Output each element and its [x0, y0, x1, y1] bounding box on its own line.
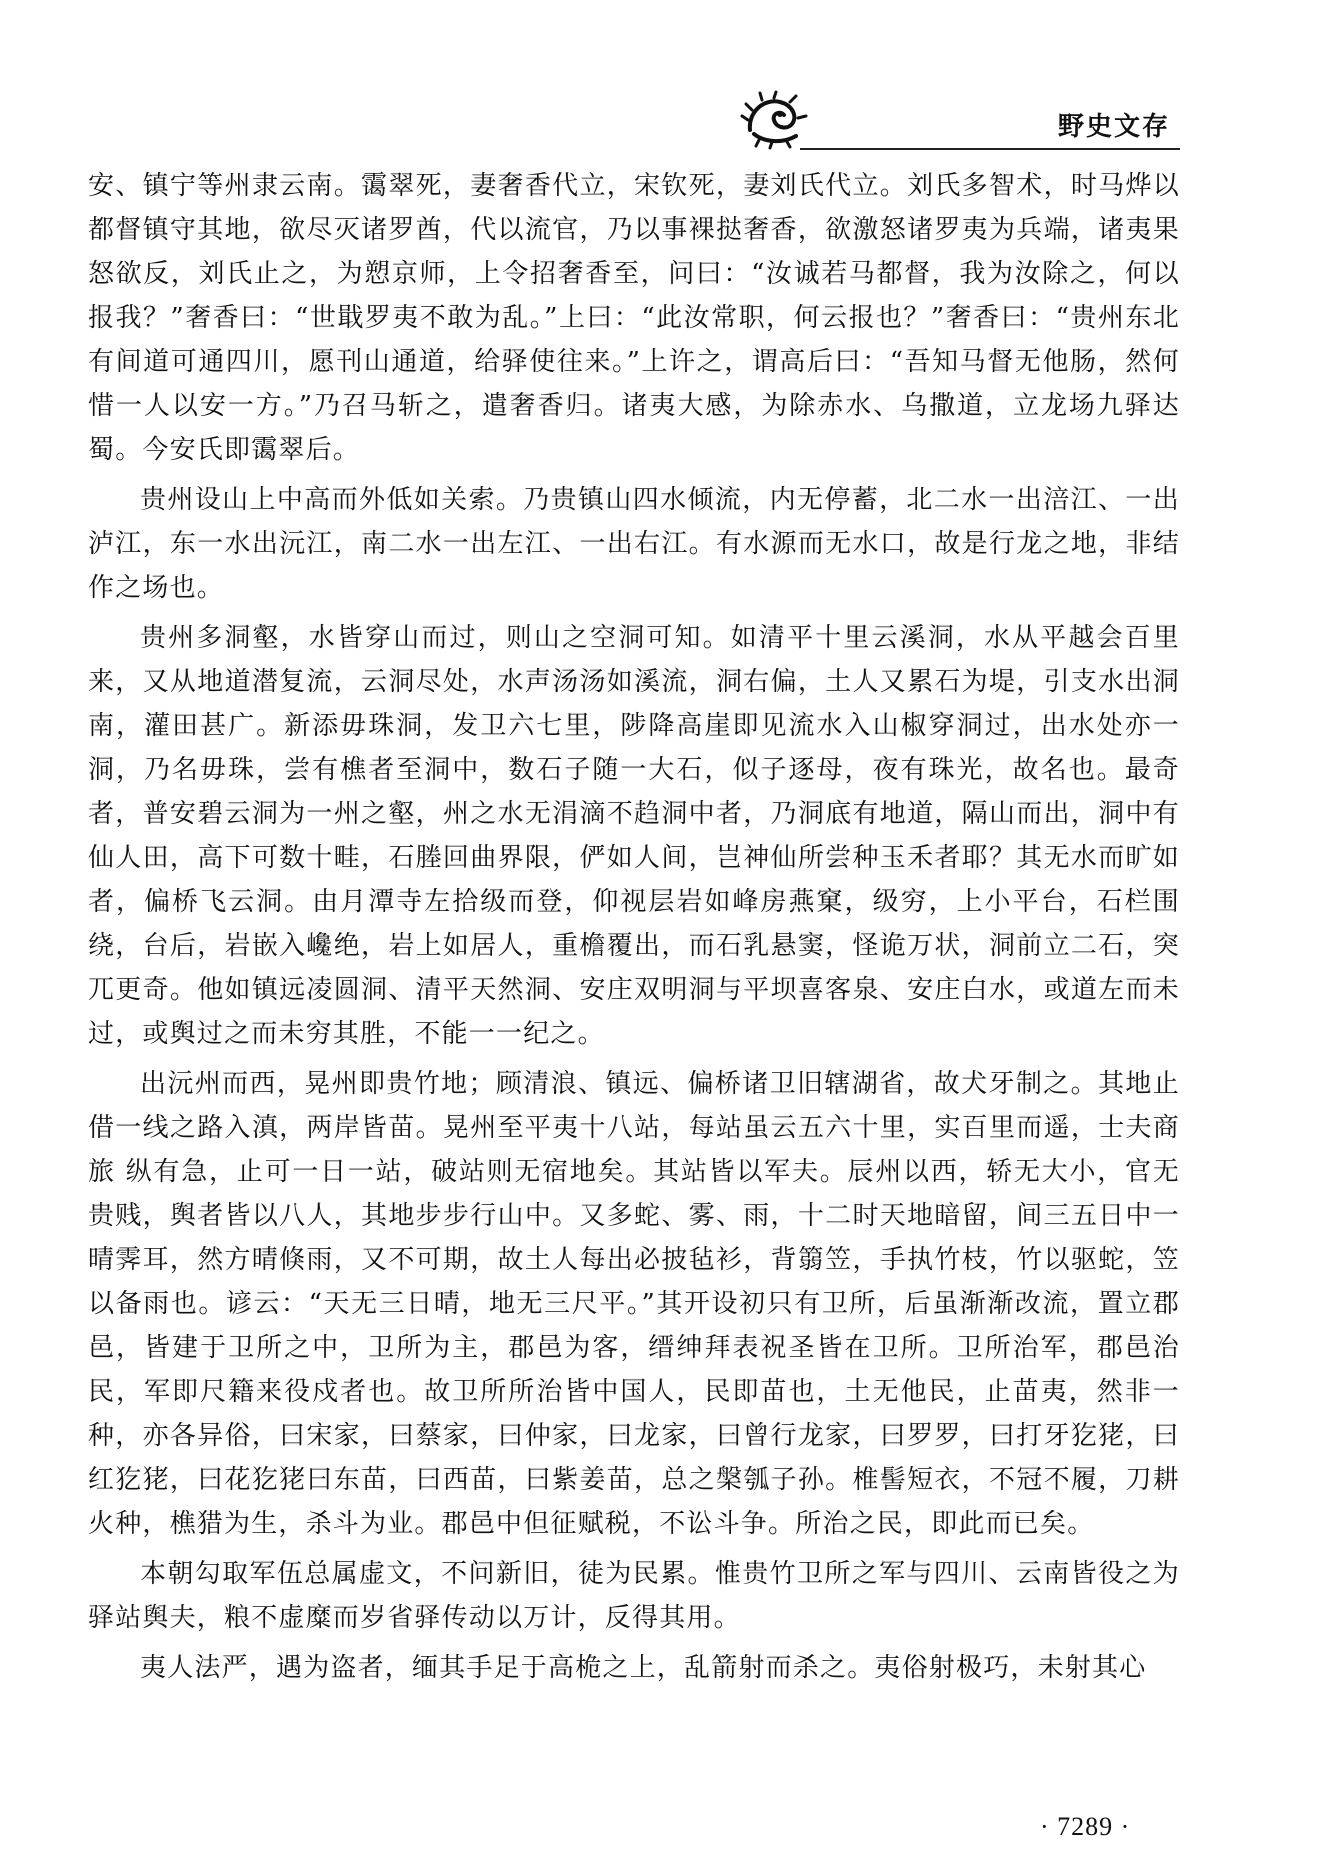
page-body — [88, 164, 1180, 1690]
running-header — [740, 88, 1180, 158]
paragraph: 夷人法严，遇为盗者，缅其手足于高桅之上，乱箭射而杀之。夷俗射极巧，未射其心 — [140, 1653, 1147, 1683]
paragraph: 安、镇宁等州隶云南。霭翠死，妻奢香代立，宋钦死，妻刘氏代立。刘氏多智术，时马烨以都督镇守其地，欲尽灭诸罗酋，代以流官，乃以事裸挞奢香，欲激怒诸罗夷为兵端，诸夷果怒欲反，刘氏止之，为愬京师，上令招奢香至，问曰：“汝诚若马都督，我为汝除之，何以报我？”奢香曰：“世戢罗夷不敢为乱。”上曰：“此汝常职，何云报也？”奢香曰：“贵州东北有间道可通四川，愿刊山通道，给驿使往来。”上许之，谓高后曰：“吾知马督无他肠，然何惜一人以安一方。”乃召马斩之，遣奢香归。诸夷大感，为除赤水、乌撒道，立龙场九驿达蜀。今安氏即霭翠后。 — [88, 171, 1180, 465]
page-number: · 7289 · — [1040, 1812, 1131, 1841]
paragraph: 本朝勾取军伍总属虚文，不问新旧，徒为民累。惟贵竹卫所之军与四川、云南皆役之为驿站舆夫，粮不虚糜而岁省驿传动以万计，反得其用。 — [88, 1559, 1180, 1633]
header-rule — [800, 148, 1180, 150]
paragraph: 贵州多洞壑，水皆穿山而过，则山之空洞可知。如清平十里云溪洞，水从平越会百里来，又从地道潜复流，云洞尽处，水声汤汤如溪流，洞右偏，土人又累石为堤，引支水出洞南，灌田甚广。新添毋珠洞，发卫六七里，陟降高崖即见流水入山椒穿洞过，出水处亦一洞，乃名毋珠，尝有樵者至洞中，数石子随一大石，似子逐母，夜有珠光，故名也。最奇者，普安碧云洞为一州之壑，州之水无涓滴不趋洞中者，乃洞底有地道，隔山而出，洞中有仙人田，高下可数十畦，石塍回曲界限，俨如人间，岂神仙所尝种玉禾者耶？其无水而旷如者，偏桥飞云洞。由月潭寺左拾级而登，仰视层岩如峰房燕窠，级穷，上小平台，石栏围绕，台后，岩嵌入巉绝，岩上如居人，重檐覆出，而石乳悬窦，怪诡万状，洞前立二石，突兀更奇。他如镇远凌圆洞、清平天然洞、安庄双明洞与平坝喜客泉、安庄白水，或道左而未过，或舆过之而未穷其胜，不能一一纪之。 — [88, 623, 1180, 1049]
book-series-title: 野史文存 — [1057, 112, 1170, 142]
paragraph: 贵州设山上中高而外低如关索。乃贵镇山四水倾流，内无停蓄，北二水一出涪江、一出泸江，东一水出沅江，南二水一出左江、一出右江。有水源而无水口，故是行龙之地，非结作之场也。 — [88, 485, 1180, 603]
paragraph: 出沅州而西，晃州即贵竹地；顾清浪、镇远、偏桥诸卫旧辖湖省，故犬牙制之。其地止借一线之路入滇，两岸皆苗。晃州至平夷十八站，每站虽云五六十里，实百里而遥，士夫商旅 纵有急，止可一日一站，破站则无宿地矣。其站皆以军夫。辰州以西，轿无大小，官无贵贱，舆者皆以八人，其地步步行山中。又多蛇、雾、雨，十二时天地暗留，间三五日中一晴霁耳，然方晴倏雨，又不可期，故土人每出必披毡衫，背篛笠，手执竹枝，竹以驱蛇，笠以备雨也。谚云：“天无三日晴，地无三尺平。”其开设初只有卫所，后虽渐渐改流，置立郡邑，皆建于卫所之中，卫所为主，郡邑为客，缙绅拜表祝圣皆在卫所。卫所治军，郡邑治民，军即尺籍来役戍者也。故卫所所治皆中国人，民即苗也，土无他民，止苗夷，然非一种，亦各异俗，曰宋家，曰蔡家，曰仲家，曰龙家，曰曾行龙家，曰罗罗，曰打牙犵狫，曰红犵狫，曰花犵狫曰东苗，曰西苗，曰紫姜苗，总之槃瓠子孙。椎髻短衣，不冠不履，刀耕火种，樵猎为生，杀斗为业。郡邑中但征赋税，不讼斗争。所治之民，即此而已矣。 — [88, 1069, 1180, 1539]
dragon-emblem-icon — [740, 90, 810, 150]
